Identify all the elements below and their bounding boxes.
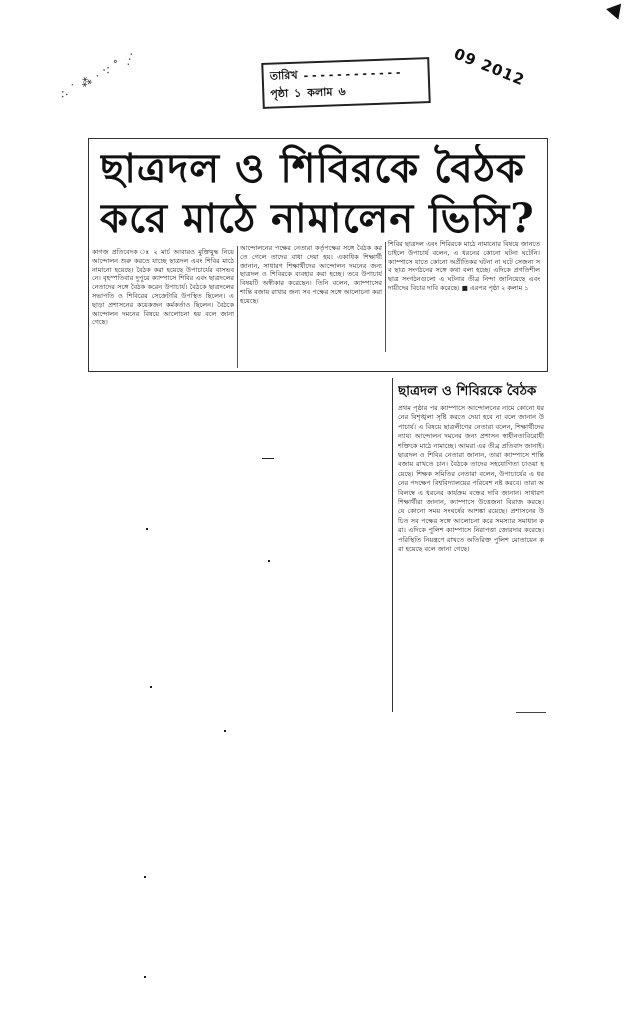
continuation-column: প্রথম পৃষ্ঠার পর ক্যাম্পাসে আন্দোলনের নামে কোনো ধরনের বিশৃঙ্খলা সৃষ্টি করতে দেয়া হবে না বলে জানান উপাচার্য। এ বিষয়ে ছাত্রলীগের নেতারা বলেন, শিক্ষার্থীদের ন্যায্য আন্দোলন দমনের জন্য প্রশাসন স্বাধীনতাবিরোধী শক্তিকে মাঠে নামাচ্ছে। আমরা এর তীব্র প্রতিবাদ জানাই। ছাত্রদল ও শিবির নেতারা জানান, তারা ক্যাম্পাসে শান্তি বজায় রাখতে চান। বৈঠকে তাদের সহযোগিতা চাওয়া হয়েছে। শিক্ষক সমিতির নেতারা বলেন, উপাচার্যের এ ধরনের পদক্ষেপ বিশ্ববিদ্যালয়ের পরিবেশ নষ্ট করবে। তারা অবিলম্বে এ ধরনের কার্যক্রম বন্ধের দাবি জানান। সাধারণ শিক্ষার্থীরা জানান, ক্যাম্পাসে উত্তেজনা বিরাজ করছে। যে কোনো সময় সংঘর্ষের আশঙ্কা রয়েছে। প্রশাসনের উচিত সব পক্ষের সঙ্গে আলোচনা করে সমস্যার সমাধান করা। এদিকে পুলিশ ক্যাম্পাসে নিরাপত্তা জোরদার করেছে। পরিস্থিতি নিয়ন্ত্রণে রাখতে অতিরিক্ত পুলিশ মোতায়েন করা হয়েছে বলে জানা গেছে।: [398, 404, 544, 554]
column-number: ৬: [338, 84, 346, 98]
headline-line-1: ছাত্রদল ও শিবিরকে বৈঠক: [100, 145, 525, 192]
date-box: [261, 57, 431, 109]
date-fill: - - - - - - - - - - - -: [303, 65, 401, 82]
scan-speck: [146, 528, 148, 530]
archive-stamp: ∴ ˙ ⁂ · ∵ ˚ ⋰: [57, 50, 139, 102]
scan-speck: [144, 876, 146, 878]
corner-mark: [606, 4, 626, 23]
scan-speck: [144, 976, 146, 978]
article-column-2: আন্দোলনের পক্ষের নেতারা কর্তৃপক্ষের সঙ্গে বৈঠক করতে গেলে তাদের বাধা দেয়া হয়। একাধিক শিক্ষার্থী জানান, সাধারণ শিক্ষার্থীদের আন্দোলন দমনের জন্য ছাত্রদল ও শিবিরকে ব্যবহার করা হচ্ছে। তবে উপাচার্য বিষয়টি অস্বীকার করেছেন। তিনি বলেন, ক্যাম্পাসের শান্তি বজায় রাখার জন্য সব পক্ষের সঙ্গে আলোচনা করা হয়েছে।: [240, 244, 382, 305]
article-column-1: কাগজ প্রতিবেদক ঃ ২ মার্চ আবারও মুক্তিযুদ্ধ নিয়ে আন্দোলন শুরু করতে যাচ্ছে ছাত্রদল এবং শিবির মাঠে নামানো হয়েছে। বৈঠক করা হয়েছে উপাচার্যের বাসভবনে। বৃহস্পতিবার দুপুরে ক্যাম্পাসে শিবির এবং ছাত্রদলের নেতাদের সঙ্গে বৈঠক করেন উপাচার্য। বৈঠকে ছাত্রদলের সভাপতি ও শিবিরের সেক্রেটারি উপস্থিত ছিলেন। এছাড়া প্রশাসনের কয়েকজন কর্মকর্তাও ছিলেন। বৈঠকে আন্দোলন দমনের বিষয়ে আলোচনা হয় বলে জানা গেছে।: [92, 248, 234, 327]
scan-speck: [150, 686, 152, 688]
column-rule: [237, 246, 238, 368]
end-rule: [516, 712, 546, 713]
date-label: তারিখ: [269, 68, 298, 83]
scan-speck: [268, 560, 270, 562]
scan-speck: [262, 458, 274, 459]
page-row: [270, 80, 423, 103]
headline-line-2: করে মাঠে নামালেন ভিসি?: [100, 195, 535, 242]
column-label: কলাম: [307, 84, 333, 99]
page-number: ১: [293, 86, 302, 100]
page-label: পৃষ্ঠা: [270, 86, 289, 101]
continuation-headline: ছাত্রদল ও শিবিরকে বৈঠক: [398, 383, 537, 399]
scan-speck: [224, 730, 226, 732]
headline: [100, 144, 550, 244]
column-rule: [385, 242, 386, 352]
date-stamp: 09 2012: [451, 44, 528, 90]
article-column-3: শিবির ছাত্রদল এবং শিবিরকে মাঠে নামানোর বিষয়ে জানতে চাইলে উপাচার্য বলেন, এ ধরনের কোনো ঘটনা ঘটেনি। ক্যাম্পাসে যাতে কোনো অপ্রীতিকর ঘটনা না ঘটে সেজন্য সব ছাত্র সংগঠনের সঙ্গে কথা বলা হচ্ছে। এদিকে প্রগতিশীল ছাত্র সংগঠনগুলো এ ঘটনার তীব্র নিন্দা জানিয়েছে এবং দায়ীদের বিচার দাবি করেছে। ■ এরপর পৃষ্ঠা ২ কলাম ১: [388, 240, 540, 292]
